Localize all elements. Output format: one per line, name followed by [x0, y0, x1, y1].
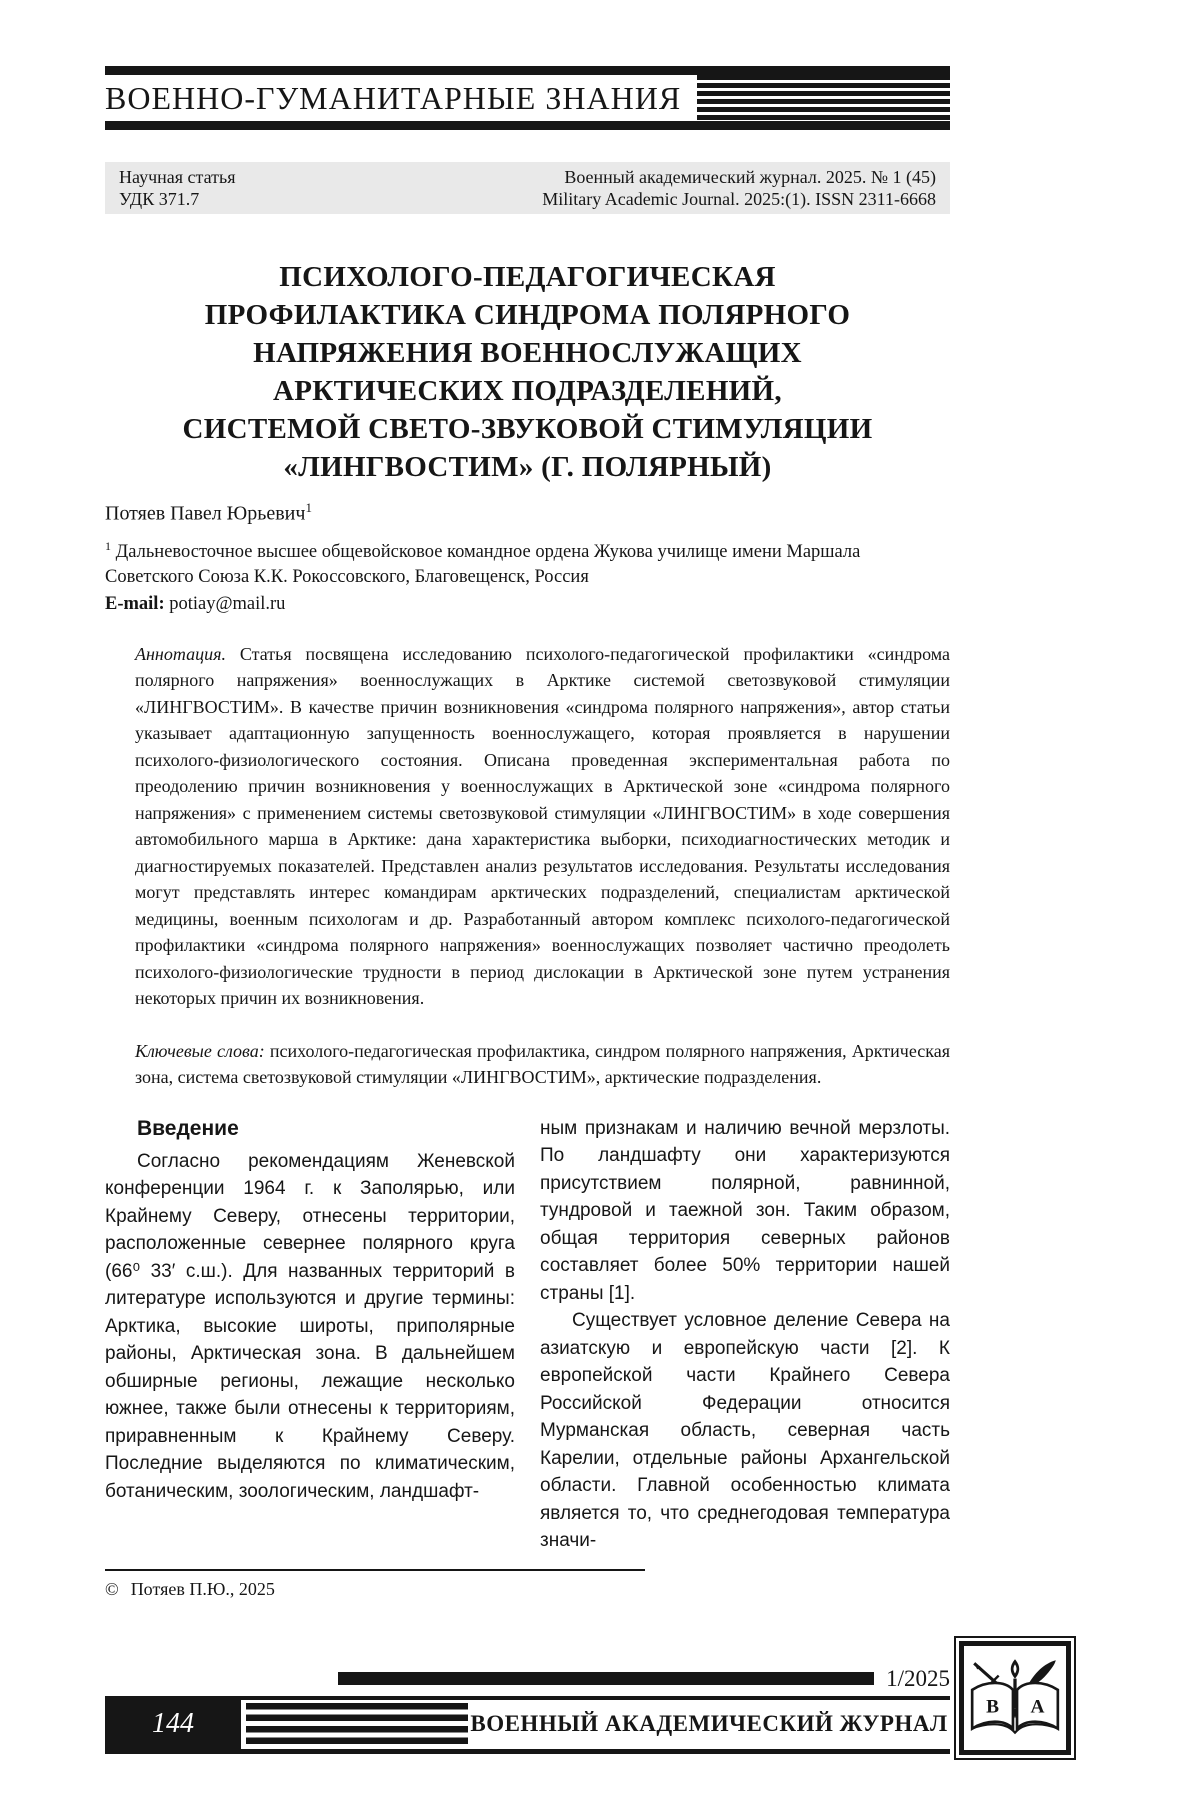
section-title: ВОЕННО-ГУМАНИТАРНЫЕ ЗНАНИЯ	[105, 79, 682, 116]
copyright-text: Потяев П.Ю., 2025	[130, 1578, 275, 1599]
intro-paragraph-right-2: Существует условное деление Севера на азиатскую и европейскую части [2]. К европейской части Крайнего Севера Российской Федерации относится Мурманская область, северная часть Карелии, отдельные районы Архангельской области. Главной особенностью климата является то, что среднегодовая температура значи-	[540, 1310, 950, 1552]
intro-heading: Введение	[137, 1116, 239, 1140]
udc-code: УДК 371.7	[119, 189, 200, 209]
book-torch-emblem-icon	[964, 1646, 1066, 1750]
title-line: НАПРЯЖЕНИЯ ВОЕННОСЛУЖАЩИХ	[253, 337, 802, 369]
journal-logo-frame	[959, 1641, 1071, 1755]
footer-band	[105, 1703, 950, 1745]
abstract-label: Аннотация.	[135, 643, 226, 664]
journal-citation-en: Military Academic Journal. 2025:(1). ISSN 2311-6668	[542, 189, 936, 209]
keywords-text: психолого-педагогическая профилактика, синдром полярного напряжения, Арктическая зона, система светозвуковой стимуляции «ЛИНГВОСТИМ», арктические подразделения.	[135, 1040, 950, 1088]
intro-paragraph-right-1: ным признакам и наличию вечной мерзлоты. По ландшафту они характеризуются присутствием полярной, равнинной, тундровой и таежной зон. Таким образом, общая территория северных районов составляет более 50% территории нашей страны [1].	[540, 1117, 950, 1304]
banner-row	[105, 75, 950, 121]
logo-letter-right: А	[1030, 1696, 1045, 1718]
title-line: АРКТИЧЕСКИХ ПОДРАЗДЕЛЕНИЙ,	[273, 375, 782, 407]
abstract	[135, 641, 950, 1012]
keywords-label: Ключевые слова:	[135, 1040, 265, 1061]
banner-bottom-bar	[105, 121, 950, 130]
title-line: «ЛИНГВОСТИМ» (Г. ПОЛЯРНЫЙ)	[283, 451, 772, 483]
banner-stripes-decoration	[697, 75, 950, 121]
page-number: 144	[152, 1707, 194, 1739]
author-affiliation-marker: 1	[305, 500, 312, 515]
section-banner	[105, 66, 950, 130]
journal-logo	[954, 1636, 1076, 1760]
issue-bar-decoration	[338, 1672, 874, 1685]
journal-name: ВОЕННЫЙ АКАДЕМИЧЕСКИЙ ЖУРНАЛ	[470, 1710, 948, 1736]
left-column	[105, 1115, 515, 1555]
title-line: ПРОФИЛАКТИКА СИНДРОМА ПОЛЯРНОГО	[204, 299, 851, 331]
title-line: СИСТЕМОЙ СВЕТО-ЗВУКОВОЙ СТИМУЛЯЦИИ	[182, 413, 873, 445]
issue-number: 1/2025	[886, 1665, 950, 1691]
author-affiliation: $^1$ Дальневосточное высшее общевойсковое командное ордена Жукова училище имени Маршала Советского Союза К.К. Рокоссовского, Благовещенск, Россия	[105, 538, 861, 587]
article-title	[105, 258, 950, 486]
keywords	[135, 1038, 950, 1091]
author-name: Потяев Павел Юрьевич$^1$	[105, 500, 312, 525]
copyright-line	[105, 1579, 950, 1600]
meta-right	[542, 166, 936, 210]
journal-citation-ru: Военный академический журнал. 2025. № 1 (45)	[564, 167, 936, 187]
page-number-box	[105, 1699, 241, 1749]
copyright-rule	[105, 1569, 645, 1571]
author-email-line	[105, 594, 950, 615]
footer-stripes-decoration	[246, 1703, 468, 1745]
issue-row	[105, 1666, 950, 1692]
email-label: E-mail:	[105, 593, 165, 614]
email-address: potiay@mail.ru	[169, 593, 286, 614]
logo-letter-left: В	[986, 1696, 1000, 1718]
article-meta-box	[105, 162, 950, 214]
right-column	[540, 1115, 950, 1555]
intro-paragraph-left: Согласно рекомендациям Женевской конференции 1964 г. к Заполярью, или Крайнему Северу, отнесены территории, расположенные севернее полярного круга (66⁰ 33′ с.ш.). Для названных территорий в литературе используются и другие термины: Арктика, высокие широты, приполярные районы, Арктическая зона. В дальнейшем обширные регионы, лежащие несколько южнее, также были отнесены к территориям, приравненным к Крайнему Северу. Последние выделяются по климатическим, ботаническим, зоологическим, ландшафт-	[105, 1150, 515, 1502]
affiliation-marker: 1	[105, 538, 112, 553]
copyright-symbol: ©	[105, 1578, 119, 1599]
article-type: Научная статья	[119, 167, 236, 187]
page-footer	[105, 1666, 950, 1754]
abstract-text: Статья посвящена исследованию психолого-педагогической профилактики «синдрома полярного напряжения» военнослужащих в Арктике системой светозвуковой стимуляции «ЛИНГВОСТИМ». В качестве причин возникновения «синдрома полярного напряжения», автор статьи указывает адаптационную запущенность военнослужащего, которая проявляется в нарушении психолого-физиологического состояния. Описана проведенная экспериментальная работа по преодолению причин возникновения у военнослужащих в Арктической зоне «синдрома полярного напряжения» с применением системы светозвуковой стимуляции «ЛИНГВОСТИМ» в ходе совершения автомобильного марша в Арктике: дана характеристика выборки, психодиагностических методик и диагностируемых показателей. Представлен анализ результатов исследования. Результаты исследования могут представлять интерес командирам арктических подразделений, специалистам арктической медицины, военным психологам и др. Разработанный автором комплекс психолого-педагогической профилактики «синдрома полярного напряжения» военнослужащих позволяет частично преодолеть психолого-физиологические трудности в период дислокации в Арктической зоне путем устранения некоторых причин их возникновения.	[135, 643, 950, 1009]
meta-left	[119, 166, 235, 210]
title-line: ПСИХОЛОГО-ПЕДАГОГИЧЕСКАЯ	[279, 261, 776, 293]
footer-bottom-bar	[105, 1749, 950, 1754]
banner-top-bar	[105, 66, 950, 75]
page-content	[105, 0, 950, 1754]
body-columns	[105, 1115, 950, 1555]
